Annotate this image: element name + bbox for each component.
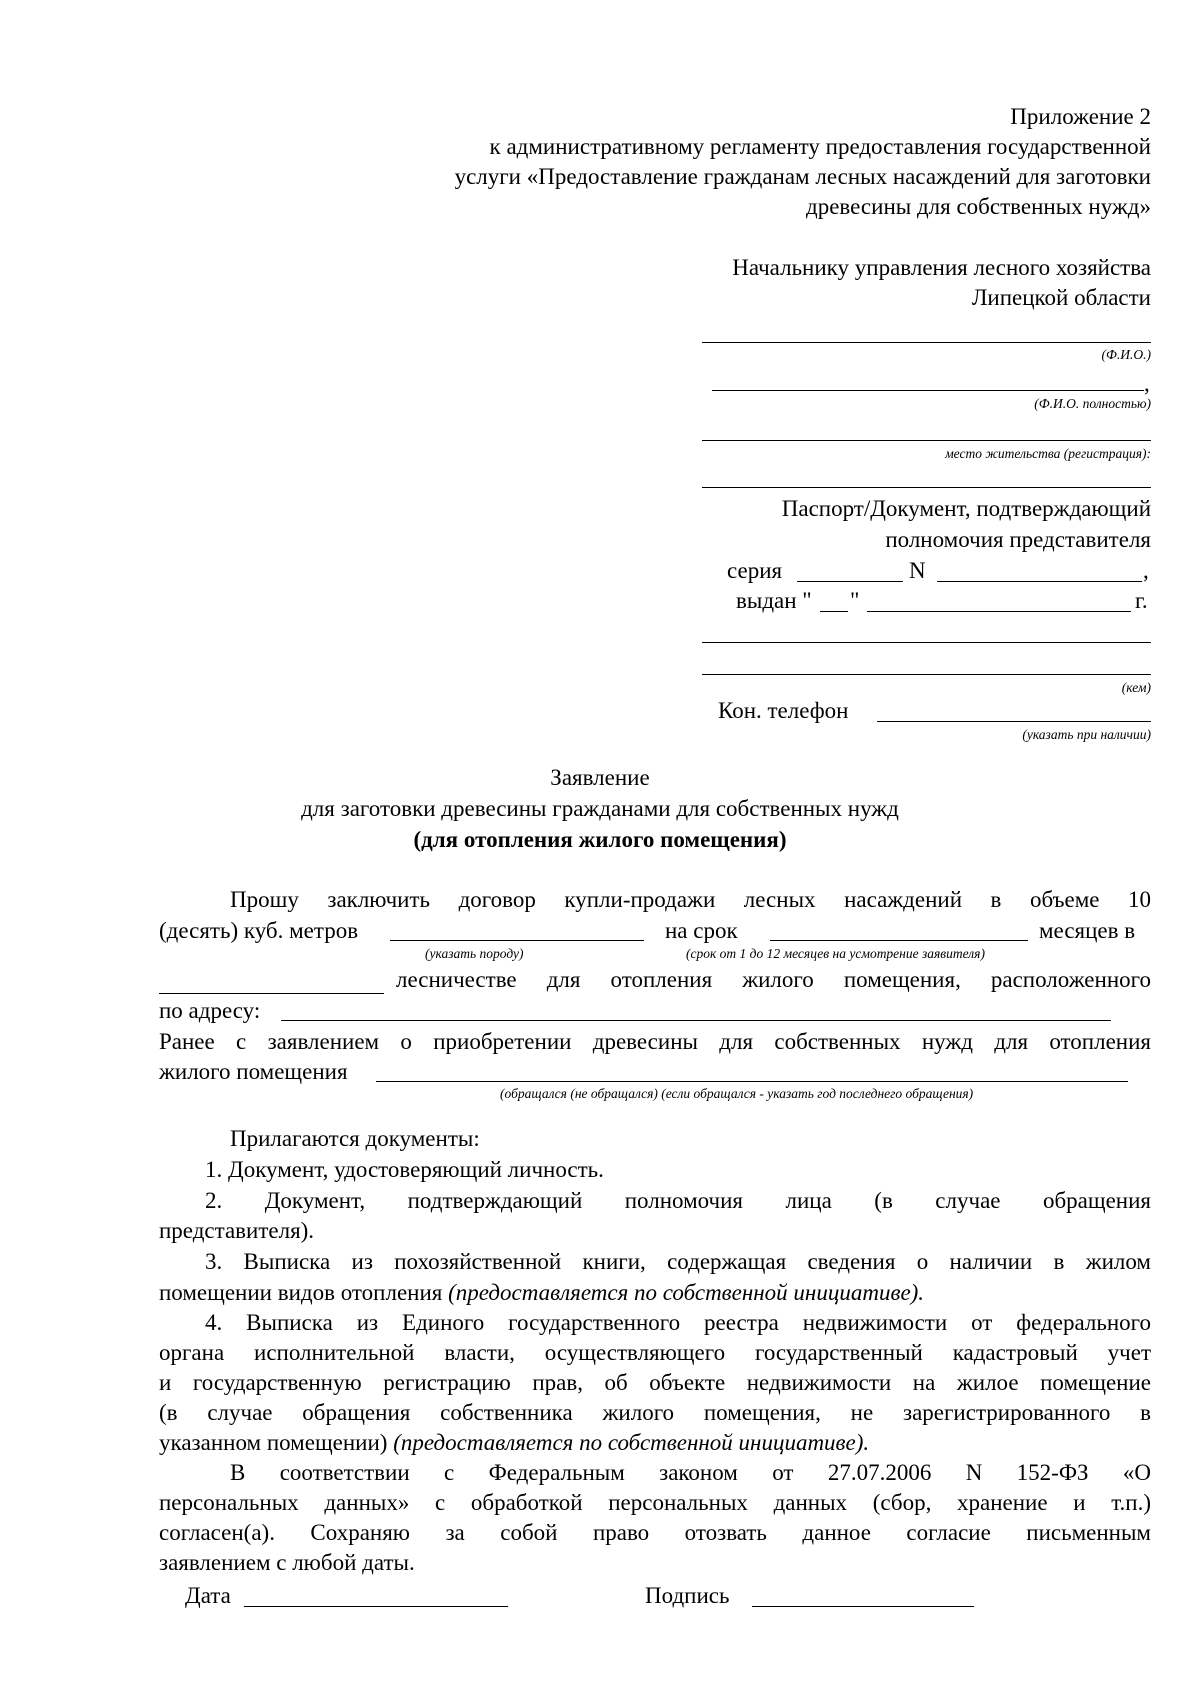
- consent-line-1: В соответствии с Федеральным законом от 27.07.2006 N 152-ФЗ «О: [230, 1460, 1151, 1485]
- residence-line[interactable]: [702, 440, 1151, 441]
- residence-caption: место жительства (регистрация):: [945, 446, 1151, 461]
- attached-item-4-line-3: и государственную регистрацию прав, об объекте недвижимости на жилое помещение: [159, 1370, 1151, 1395]
- item-3-note: (предоставляется по собственной инициативе).: [448, 1280, 925, 1305]
- months-label: месяцев в: [1039, 918, 1136, 943]
- fio-full-caption: (Ф.И.О. полностью): [1034, 396, 1151, 411]
- appendix-line: древесины для собственных нужд»: [806, 194, 1151, 219]
- issued-day-field[interactable]: [820, 611, 848, 612]
- series-field[interactable]: [797, 581, 903, 582]
- date-field[interactable]: [244, 1606, 508, 1607]
- species-field[interactable]: [390, 940, 644, 941]
- fio-line[interactable]: [702, 342, 1151, 343]
- attached-item-3-line-2: [159, 1279, 924, 1307]
- item-4-text: указанном помещении): [159, 1430, 388, 1455]
- attached-item-4-line-4: (в случае обращения собственника жилого помещения, не зарегистрированного в: [159, 1400, 1151, 1425]
- attached-title: Прилагаются документы:: [230, 1126, 480, 1151]
- request-line-3: лесничестве для отопления жилого помещения, расположенного: [396, 967, 1151, 992]
- term-label: на срок: [665, 918, 738, 943]
- residence-line-2[interactable]: [702, 487, 1151, 488]
- address-label: по адресу:: [159, 998, 261, 1023]
- fio-full-line[interactable]: [712, 390, 1144, 391]
- prior-line-1: Ранее с заявлением о приобретении древесины для собственных нужд для отопления: [159, 1029, 1151, 1054]
- document-title: Заявление: [550, 765, 650, 790]
- passport-line: Паспорт/Документ, подтверждающий: [781, 496, 1151, 521]
- attached-item-4-line-2: органа исполнительной власти, осуществляющего государственный кадастровый учет: [159, 1340, 1151, 1365]
- date-label: Дата: [185, 1583, 231, 1608]
- document-subtitle-bold: (для отопления жилого помещения): [413, 827, 787, 852]
- phone-field[interactable]: [877, 721, 1151, 722]
- phone-caption: (указать при наличии): [1022, 727, 1151, 742]
- consent-line-2: персональных данных» с обработкой персональных данных (сбор, хранение и т.п.): [159, 1490, 1151, 1515]
- prior-field[interactable]: [376, 1081, 1128, 1082]
- fio-full-comma: ,: [1144, 371, 1150, 396]
- forestry-field[interactable]: [159, 993, 384, 994]
- addressee-line: Начальнику управления лесного хозяйства: [732, 255, 1151, 280]
- issued-label: выдан ": [736, 588, 812, 613]
- request-volume-label: (десять) куб. метров: [159, 918, 359, 943]
- document-subtitle: для заготовки древесины гражданами для собственных нужд: [301, 796, 899, 821]
- passport-line: полномочия представителя: [885, 527, 1151, 552]
- consent-line-3: согласен(а). Сохраняю за собой право отозвать данное согласие письменным: [159, 1520, 1151, 1545]
- address-field[interactable]: [281, 1020, 1111, 1021]
- item-4-note: (предоставляется по собственной инициативе).: [393, 1430, 870, 1455]
- issuer-line-2[interactable]: [702, 674, 1151, 675]
- series-end: ,: [1143, 558, 1149, 583]
- phone-label: Кон. телефон: [718, 698, 849, 723]
- issued-date-field[interactable]: [867, 611, 1131, 612]
- number-label: N: [909, 558, 926, 583]
- term-field[interactable]: [770, 940, 1028, 941]
- request-line-1: Прошу заключить договор купли-продажи лесных насаждений в объеме 10: [230, 887, 1151, 912]
- appendix-line: услуги «Предоставление гражданам лесных насаждений для заготовки: [454, 164, 1151, 189]
- attached-item-1: 1. Документ, удостоверяющий личность.: [205, 1157, 604, 1182]
- consent-line-4: заявлением с любой даты.: [159, 1550, 415, 1575]
- number-field[interactable]: [937, 581, 1142, 582]
- signature-label: Подпись: [645, 1583, 730, 1608]
- item-3-text: помещении видов отопления: [159, 1280, 443, 1305]
- appendix-title: Приложение 2: [1010, 104, 1151, 129]
- signature-field[interactable]: [752, 1606, 974, 1607]
- issued-quote: ": [850, 588, 860, 613]
- attached-item-2-line-2: представителя).: [159, 1218, 315, 1243]
- issuer-line[interactable]: [702, 642, 1151, 643]
- fio-caption: (Ф.И.О.): [1101, 347, 1151, 362]
- year-suffix: г.: [1135, 588, 1148, 613]
- series-label: серия: [727, 558, 783, 583]
- species-caption: (указать породу): [425, 946, 524, 961]
- attached-item-4-line-5: [159, 1429, 869, 1457]
- appendix-line: к административному регламенту предоставления государственной: [489, 134, 1151, 159]
- attached-item-2-line-1: 2. Документ, подтверждающий полномочия лица (в случае обращения: [205, 1188, 1151, 1213]
- attached-item-4-line-1: 4. Выписка из Единого государственного реестра недвижимости от федерального: [205, 1310, 1151, 1335]
- addressee-line: Липецкой области: [971, 285, 1151, 310]
- issuer-caption: (кем): [1121, 680, 1151, 695]
- prior-caption: (обращался (не обращался) (если обращался - указать год последнего обращения): [500, 1086, 974, 1101]
- prior-line-2: жилого помещения: [159, 1059, 348, 1084]
- term-caption: (срок от 1 до 12 месяцев на усмотрение заявителя): [686, 946, 985, 961]
- attached-item-3-line-1: 3. Выписка из похозяйственной книги, содержащая сведения о наличии в жилом: [205, 1249, 1151, 1274]
